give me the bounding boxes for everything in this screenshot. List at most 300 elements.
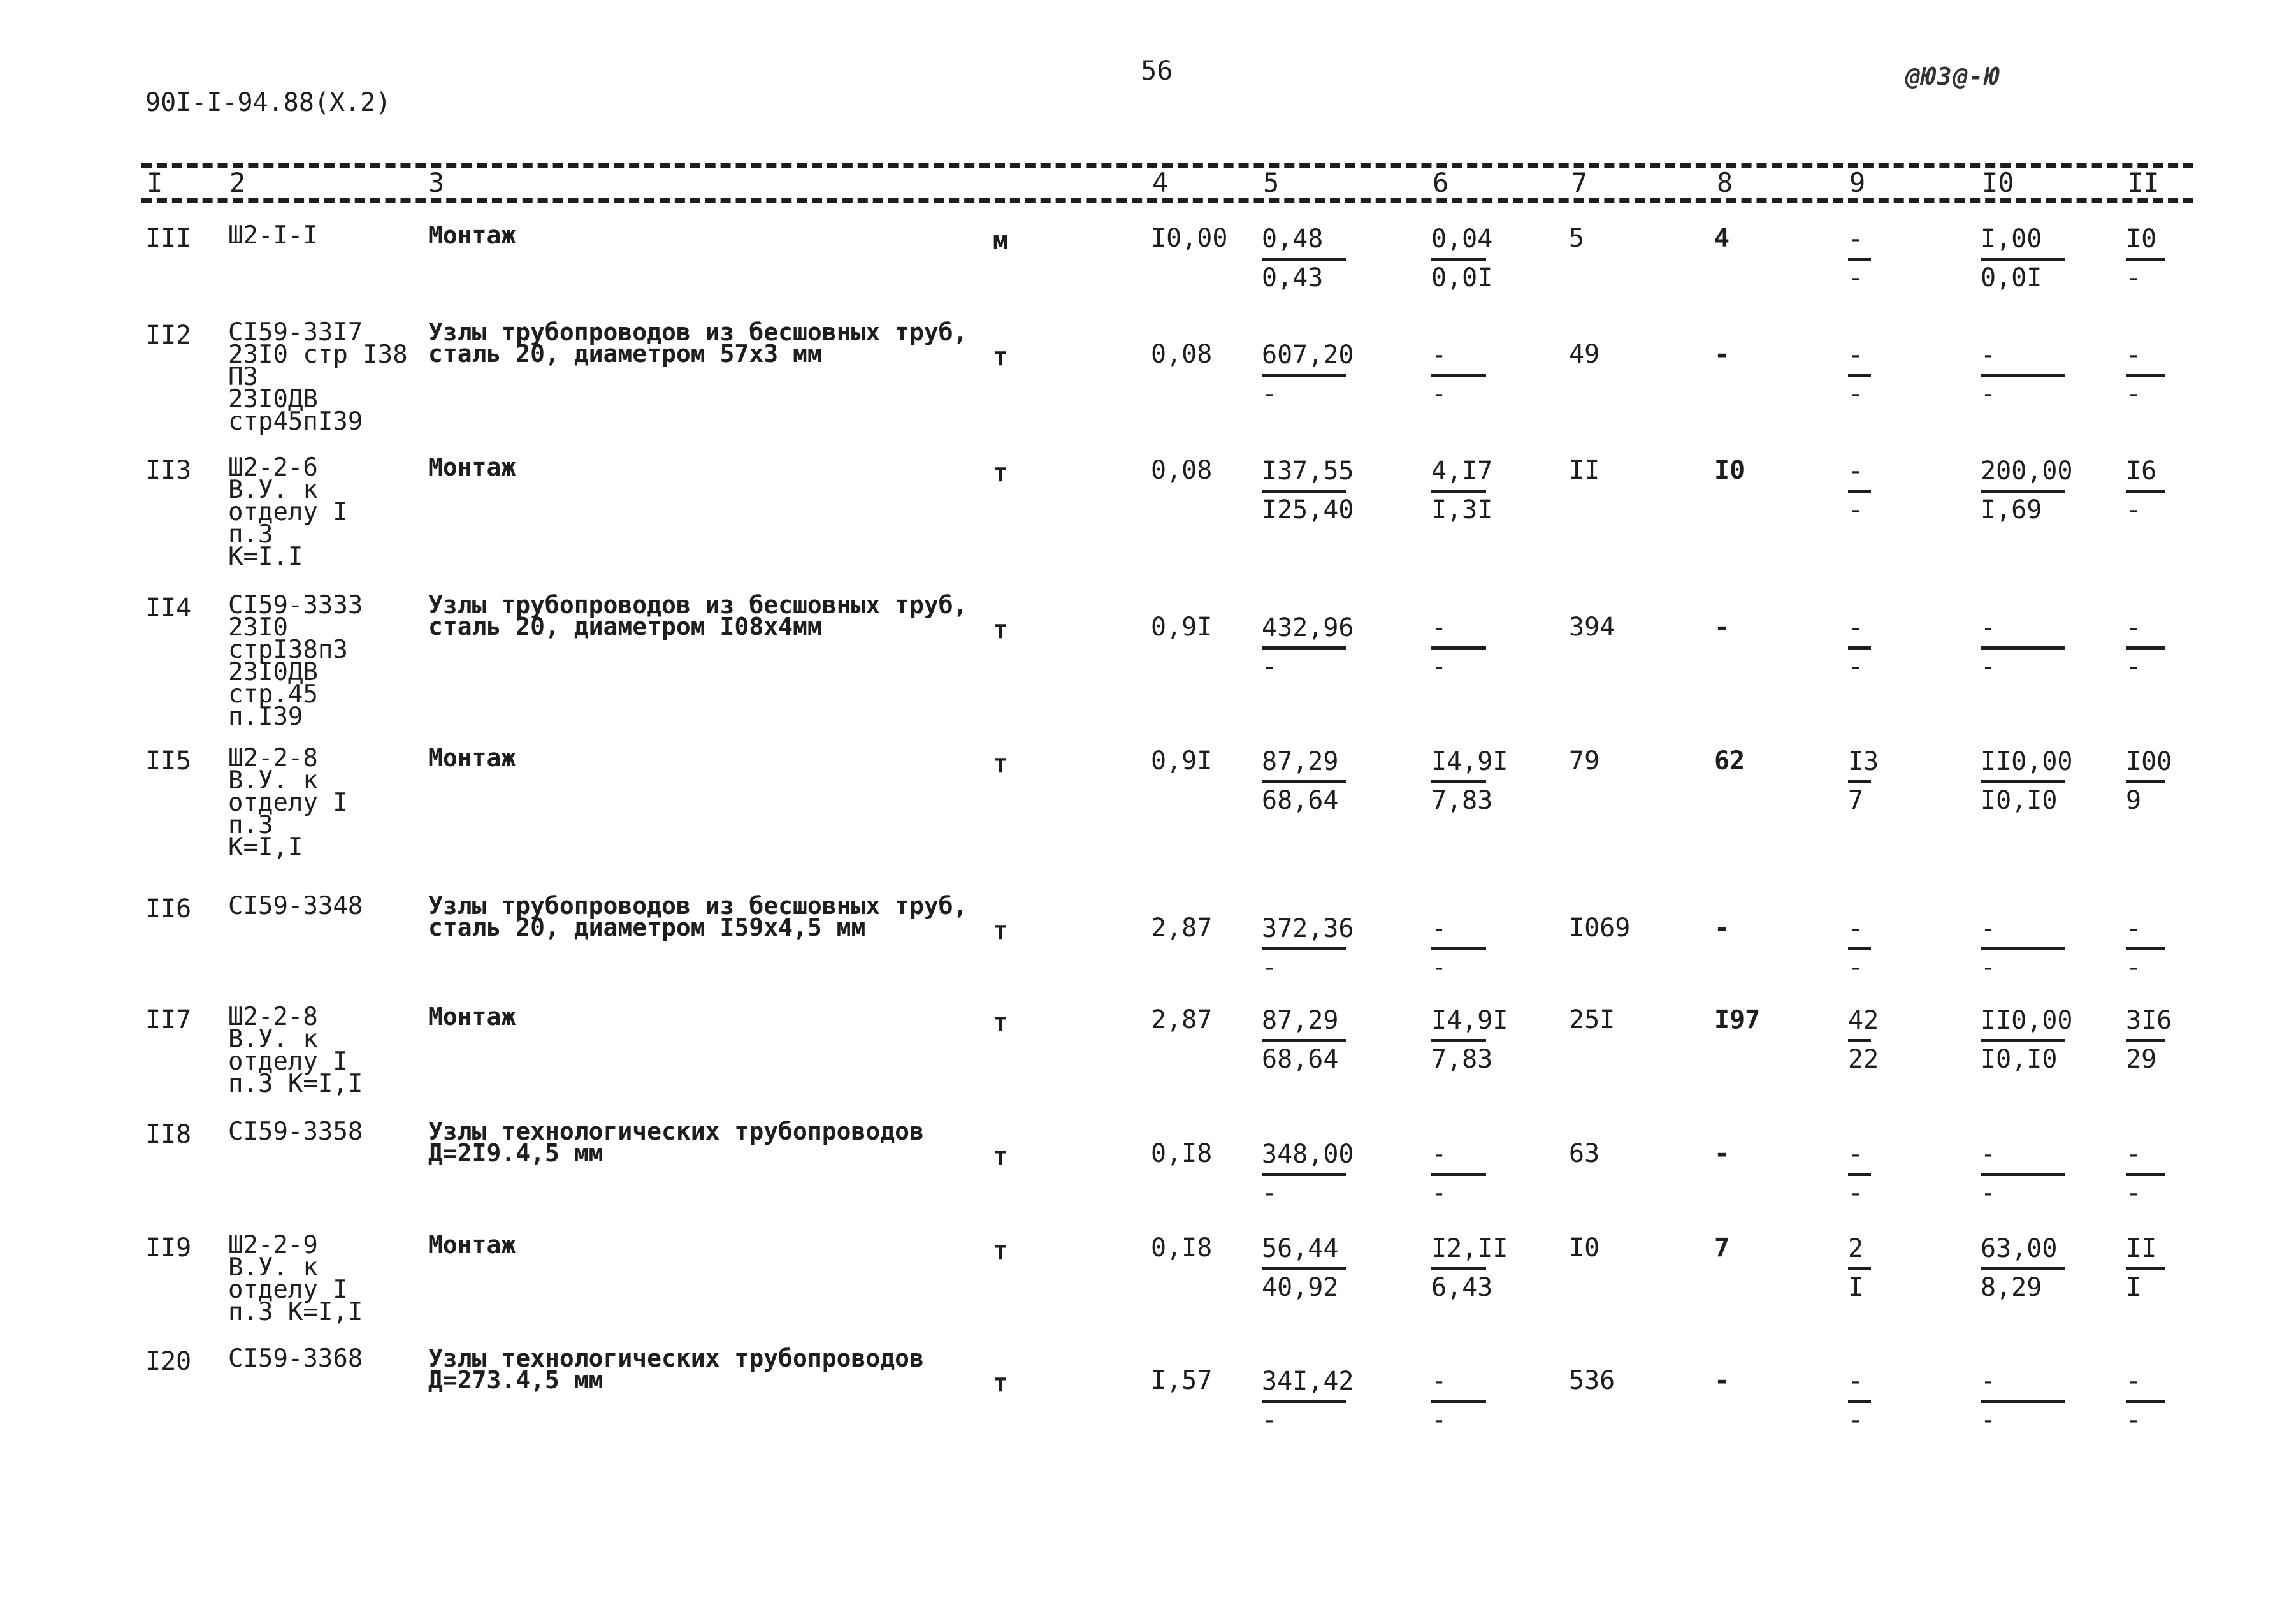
norm-code-line: отделу I — [228, 498, 348, 527]
labor-unit-fraction-bottom: 0,0I — [1981, 263, 2042, 293]
labor-unit-fraction-top: - — [1981, 1367, 1996, 1396]
machine-total-fraction — [1848, 1006, 1879, 1074]
labor-unit-fraction-bar — [1981, 1400, 2065, 1403]
row-number: II5 — [145, 746, 192, 776]
cost-unit-fraction — [1262, 1367, 1354, 1435]
header-bottom-rule — [141, 198, 2193, 203]
work-name-line: Узлы трубопроводов из бесшовных труб, — [428, 318, 968, 346]
norm-code-line: К=I.I — [228, 542, 303, 572]
norm-code — [228, 1231, 419, 1327]
cost-unit-fraction — [1262, 914, 1354, 982]
norm-code-line: Ш2-2-6 — [228, 453, 318, 482]
wage-unit-fraction-bottom: 7,83 — [1431, 1045, 1493, 1074]
wage-unit-fraction-bar — [1431, 258, 1486, 261]
labor-unit-fraction — [1981, 914, 2065, 982]
work-name-line: Монтаж — [428, 221, 516, 249]
labor-total-fraction-top: I6 — [2126, 456, 2157, 486]
total-cost: II — [1569, 456, 1600, 485]
wage-unit-fraction-bar — [1431, 947, 1486, 950]
cost-unit-fraction-top: 607,20 — [1262, 340, 1354, 370]
work-name-line: Монтаж — [428, 744, 516, 772]
labor-unit-fraction-bottom: - — [1981, 953, 1996, 982]
machine-total-fraction-bar — [1848, 947, 1871, 950]
cost-unit-fraction-bottom: 40,92 — [1262, 1273, 1339, 1302]
row-number: II4 — [145, 593, 192, 623]
machine-total-fraction-top: - — [1848, 914, 1864, 943]
column-header-11: II — [2127, 167, 2160, 198]
machine-total-fraction-top: - — [1848, 340, 1864, 370]
labor-unit-fraction-top: II0,00 — [1981, 1006, 2073, 1035]
wage-unit-fraction-top: - — [1431, 914, 1447, 943]
wage-unit-fraction-top: - — [1431, 1140, 1447, 1169]
norm-code-line: 23I0 стр I38 — [228, 340, 408, 370]
cost-unit-fraction-bottom: I25,40 — [1262, 495, 1354, 525]
machine-total-fraction — [1848, 914, 1871, 982]
wage-unit-fraction-bar — [1431, 1267, 1486, 1270]
norm-code-line: Ш2-2-9 — [228, 1231, 318, 1260]
work-name-line: Монтаж — [428, 1003, 516, 1031]
labor-total-fraction — [2126, 456, 2165, 525]
wage-unit-fraction-bar — [1431, 490, 1486, 493]
wage-unit-fraction — [1431, 1367, 1486, 1435]
wage-unit-fraction-bottom: I,3I — [1431, 495, 1493, 525]
labor-unit-fraction-bottom: - — [1981, 379, 1996, 409]
machine-total-fraction-bottom: - — [1848, 953, 1864, 982]
quantity: 0,9I — [1151, 746, 1213, 776]
work-name-line: сталь 20, диаметром I59х4,5 мм — [428, 913, 866, 942]
labor-unit-fraction-bottom: I0,I0 — [1981, 786, 2058, 815]
column-header-4: 4 — [1152, 167, 1169, 198]
column-header-2: 2 — [229, 167, 246, 198]
total-cost: 79 — [1569, 746, 1600, 776]
norm-code — [228, 591, 419, 732]
norm-code — [228, 892, 419, 920]
machine-total-fraction-bottom: - — [1848, 263, 1864, 293]
cost-unit-fraction-bottom: 0,43 — [1262, 263, 1324, 293]
total-cost: I0 — [1569, 1233, 1600, 1263]
labor-unit-fraction — [1981, 340, 2065, 409]
labor-total-fraction — [2126, 1140, 2165, 1208]
labor-unit-fraction — [1981, 747, 2073, 815]
wage-unit-fraction-top: - — [1431, 613, 1447, 643]
cost-unit-fraction-bar — [1262, 1173, 1346, 1176]
labor-unit-fraction — [1981, 613, 2065, 681]
labor-total-fraction — [2126, 914, 2165, 982]
labor-total-fraction — [2126, 1367, 2165, 1435]
work-name — [428, 318, 976, 368]
machine-total-fraction-bar — [1848, 1267, 1871, 1270]
total-wage: - — [1714, 913, 1730, 943]
labor-total-fraction-bottom: - — [2126, 263, 2142, 293]
norm-code-line: К=I,I — [228, 833, 303, 862]
wage-unit-fraction-bottom: 7,83 — [1431, 786, 1493, 815]
labor-total-fraction-bottom: - — [2126, 1179, 2142, 1208]
labor-total-fraction — [2126, 1006, 2172, 1074]
quantity: 0,9I — [1151, 613, 1213, 642]
total-cost: 49 — [1569, 340, 1600, 369]
labor-unit-fraction-bottom: I0,I0 — [1981, 1045, 2058, 1074]
cost-unit-fraction-bar — [1262, 258, 1346, 261]
quantity: 0,I8 — [1151, 1139, 1213, 1168]
wage-unit-fraction-bar — [1431, 374, 1486, 377]
labor-total-fraction-bar — [2126, 490, 2165, 493]
work-name — [428, 453, 976, 481]
row-number: II9 — [145, 1233, 192, 1263]
norm-code-line: CI59-3358 — [228, 1117, 363, 1146]
wage-unit-fraction-top: 4,I7 — [1431, 456, 1493, 486]
wage-unit-fraction-top: I4,9I — [1431, 747, 1508, 776]
labor-total-fraction-top: I0 — [2126, 224, 2157, 254]
labor-unit-fraction — [1981, 1234, 2065, 1302]
wage-unit-fraction — [1431, 224, 1493, 293]
wage-unit-fraction-top: - — [1431, 340, 1447, 370]
norm-code-line: CI59-33I7 — [228, 318, 363, 347]
norm-code-line: В.У. к — [228, 1025, 318, 1054]
unit-of-measure: т — [993, 615, 1009, 644]
page-number: 56 — [1141, 55, 1173, 86]
machine-total-fraction — [1848, 340, 1871, 409]
cost-unit-fraction-bar — [1262, 947, 1346, 950]
norm-code — [228, 221, 419, 250]
labor-total-fraction-top: - — [2126, 340, 2142, 370]
norm-code-line: В.У. к — [228, 1253, 318, 1282]
norm-code — [228, 744, 419, 862]
machine-total-fraction-bar — [1848, 646, 1871, 650]
machine-total-fraction-top: 42 — [1848, 1006, 1879, 1035]
norm-code — [228, 1344, 419, 1373]
row-number: II6 — [145, 894, 192, 924]
norm-code-line: стрI38п3 — [228, 635, 348, 665]
unit-of-measure: т — [993, 342, 1009, 372]
wage-unit-fraction-bottom: 0,0I — [1431, 263, 1493, 293]
work-name — [428, 1231, 976, 1259]
total-wage: - — [1714, 1139, 1730, 1168]
labor-total-fraction-bottom: - — [2126, 652, 2142, 681]
total-wage: I0 — [1714, 456, 1745, 485]
quantity: 2,87 — [1151, 913, 1213, 943]
labor-unit-fraction-bar — [1981, 1173, 2065, 1176]
row-number: II2 — [145, 321, 192, 350]
cost-unit-fraction-bottom: 68,64 — [1262, 786, 1339, 815]
wage-unit-fraction-bottom: - — [1431, 652, 1447, 681]
labor-unit-fraction-bottom: - — [1981, 1405, 1996, 1435]
labor-total-fraction-top: - — [2126, 613, 2142, 643]
labor-unit-fraction — [1981, 1006, 2073, 1074]
labor-total-fraction-bottom: I — [2126, 1273, 2142, 1302]
cost-unit-fraction-bar — [1262, 646, 1346, 650]
wage-unit-fraction-bar — [1431, 1173, 1486, 1176]
document-code: 90I-I-94.88(X.2) — [145, 88, 391, 117]
norm-code-line: п.I39 — [228, 702, 303, 732]
work-name-line: Узлы технологических трубопроводов — [428, 1344, 924, 1372]
stamp-mark: @ЮЗ@-Ю — [1905, 62, 2001, 91]
work-name-line: Узлы трубопроводов из бесшовных труб, — [428, 591, 968, 619]
machine-total-fraction-bar — [1848, 1173, 1871, 1176]
machine-total-fraction-bottom: - — [1848, 1405, 1864, 1435]
work-name — [428, 221, 976, 249]
labor-total-fraction — [2126, 224, 2165, 293]
cost-unit-fraction-bar — [1262, 1400, 1346, 1403]
labor-unit-fraction-bar — [1981, 490, 2065, 493]
wage-unit-fraction-bottom: - — [1431, 379, 1447, 409]
total-cost: 5 — [1569, 224, 1585, 253]
labor-unit-fraction — [1981, 1367, 2065, 1435]
norm-code-line: CI59-3368 — [228, 1344, 363, 1373]
norm-code-line: стр45пI39 — [228, 407, 363, 437]
work-name — [428, 892, 976, 942]
column-header-3: 3 — [428, 167, 445, 198]
cost-unit-fraction — [1262, 1006, 1346, 1074]
machine-total-fraction-bar — [1848, 258, 1871, 261]
unit-of-measure: т — [993, 1008, 1009, 1037]
norm-code-line: п.3 — [228, 811, 273, 840]
machine-total-fraction — [1848, 456, 1871, 525]
work-name — [428, 744, 976, 772]
machine-total-fraction-bar — [1848, 1400, 1871, 1403]
wage-unit-fraction — [1431, 1234, 1508, 1302]
labor-total-fraction-top: - — [2126, 914, 2142, 943]
labor-total-fraction-top: - — [2126, 1140, 2142, 1169]
machine-total-fraction-top: 2 — [1848, 1234, 1864, 1263]
unit-of-measure: т — [993, 1369, 1009, 1398]
labor-unit-fraction-top: - — [1981, 340, 1996, 370]
labor-unit-fraction — [1981, 456, 2073, 525]
total-cost: 63 — [1569, 1139, 1600, 1168]
column-header-7: 7 — [1571, 167, 1588, 198]
machine-total-fraction — [1848, 747, 1879, 815]
labor-total-fraction-top: - — [2126, 1367, 2142, 1396]
wage-unit-fraction — [1431, 1006, 1508, 1074]
norm-code-line: 23I0ДВ — [228, 658, 318, 687]
wage-unit-fraction — [1431, 1140, 1486, 1208]
machine-total-fraction-bar — [1848, 490, 1871, 493]
total-wage: 7 — [1714, 1233, 1730, 1263]
labor-total-fraction-bar — [2126, 1267, 2165, 1270]
labor-unit-fraction-top: - — [1981, 613, 1996, 643]
labor-total-fraction-bar — [2126, 780, 2165, 783]
cost-unit-fraction-top: 87,29 — [1262, 747, 1339, 776]
machine-total-fraction-bottom: I — [1848, 1273, 1864, 1302]
machine-total-fraction-bottom: 7 — [1848, 786, 1864, 815]
column-header-5: 5 — [1263, 167, 1280, 198]
unit-of-measure: т — [993, 1236, 1009, 1265]
wage-unit-fraction-bar — [1431, 780, 1486, 783]
cost-unit-fraction-bar — [1262, 780, 1346, 783]
total-wage: - — [1714, 340, 1730, 369]
labor-unit-fraction-bar — [1981, 258, 2065, 261]
machine-total-fraction-top: - — [1848, 456, 1864, 486]
cost-unit-fraction-bar — [1262, 1267, 1346, 1270]
labor-unit-fraction-bottom: - — [1981, 1179, 1996, 1208]
labor-total-fraction — [2126, 1234, 2165, 1302]
row-number: II7 — [145, 1005, 192, 1035]
labor-unit-fraction — [1981, 224, 2065, 293]
cost-unit-fraction — [1262, 340, 1354, 409]
labor-total-fraction-bottom: - — [2126, 953, 2142, 982]
labor-total-fraction-bar — [2126, 1400, 2165, 1403]
norm-code-line: отделу I — [228, 1047, 348, 1077]
machine-total-fraction-bottom: - — [1848, 652, 1864, 681]
norm-code-line: CI59-3333 — [228, 591, 363, 620]
labor-unit-fraction-top: II0,00 — [1981, 747, 2073, 776]
work-name-line: Монтаж — [428, 453, 516, 481]
labor-total-fraction-bottom: 29 — [2126, 1045, 2157, 1074]
norm-code-line: Ш2-2-8 — [228, 1003, 318, 1031]
wage-unit-fraction-bottom: - — [1431, 1179, 1447, 1208]
work-name-line: Д=2I9.4,5 мм — [428, 1139, 603, 1168]
norm-code-line: стр.45 — [228, 680, 318, 709]
labor-unit-fraction-top: I,00 — [1981, 224, 2042, 254]
machine-total-fraction-top: I3 — [1848, 747, 1879, 776]
norm-code-line: П3 — [228, 363, 258, 392]
work-name-line: сталь 20, диаметром I08х4мм — [428, 613, 822, 641]
cost-unit-fraction-bar — [1262, 1039, 1346, 1042]
total-cost: I069 — [1569, 913, 1631, 943]
norm-code-line: В.У. к — [228, 476, 318, 505]
labor-unit-fraction-bar — [1981, 780, 2065, 783]
wage-unit-fraction — [1431, 914, 1486, 982]
work-name-line: Д=273.4,5 мм — [428, 1366, 603, 1395]
wage-unit-fraction-bar — [1431, 1039, 1486, 1042]
norm-code-line: Ш2-I-I — [228, 221, 318, 250]
total-wage: 4 — [1714, 224, 1730, 253]
row-number: II8 — [145, 1120, 192, 1149]
labor-total-fraction-bar — [2126, 1173, 2165, 1176]
labor-unit-fraction — [1981, 1140, 2065, 1208]
cost-unit-fraction-bottom: - — [1262, 1179, 1278, 1208]
wage-unit-fraction-bottom: 6,43 — [1431, 1273, 1493, 1302]
total-cost: 25I — [1569, 1005, 1615, 1035]
machine-total-fraction-bottom: 22 — [1848, 1045, 1879, 1074]
quantity: 0,I8 — [1151, 1233, 1213, 1263]
norm-code-line: п.3 К=I,I — [228, 1070, 363, 1099]
wage-unit-fraction — [1431, 340, 1486, 409]
cost-unit-fraction-top: 372,36 — [1262, 914, 1354, 943]
work-name — [428, 1117, 976, 1168]
wage-unit-fraction-bar — [1431, 1400, 1486, 1403]
norm-code-line: отделу I — [228, 1275, 348, 1305]
wage-unit-fraction — [1431, 613, 1486, 681]
work-name — [428, 1344, 976, 1395]
cost-unit-fraction-bottom: - — [1262, 1405, 1278, 1435]
labor-unit-fraction-bottom: I,69 — [1981, 495, 2042, 525]
norm-code-line: п.3 — [228, 520, 273, 549]
labor-unit-fraction-bar — [1981, 947, 2065, 950]
column-header-6: 6 — [1433, 167, 1449, 198]
labor-unit-fraction-top: - — [1981, 1140, 1996, 1169]
machine-total-fraction — [1848, 224, 1871, 293]
labor-total-fraction-bottom: - — [2126, 1405, 2142, 1435]
wage-unit-fraction — [1431, 456, 1493, 525]
labor-unit-fraction-bottom: - — [1981, 652, 1996, 681]
machine-total-fraction-bottom: - — [1848, 1179, 1864, 1208]
work-name-line: Узлы трубопроводов из бесшовных труб, — [428, 892, 968, 920]
cost-unit-fraction — [1262, 1140, 1354, 1208]
machine-total-fraction-bar — [1848, 374, 1871, 377]
cost-unit-fraction — [1262, 747, 1346, 815]
cost-unit-fraction-top: 0,48 — [1262, 224, 1324, 254]
labor-unit-fraction-top: 63,00 — [1981, 1234, 2058, 1263]
wage-unit-fraction-bottom: - — [1431, 953, 1447, 982]
labor-total-fraction-bar — [2126, 646, 2165, 650]
quantity: I0,00 — [1151, 224, 1228, 253]
cost-unit-fraction — [1262, 224, 1346, 293]
wage-unit-fraction-top: - — [1431, 1367, 1447, 1396]
total-wage: - — [1714, 613, 1730, 642]
wage-unit-fraction — [1431, 747, 1508, 815]
labor-total-fraction-bottom: 9 — [2126, 786, 2142, 815]
machine-total-fraction-bottom: - — [1848, 495, 1864, 525]
cost-unit-fraction-top: 432,96 — [1262, 613, 1354, 643]
norm-code — [228, 318, 419, 437]
norm-code-line: 23I0ДВ — [228, 385, 318, 414]
norm-code-line: В.У. к — [228, 766, 318, 795]
cost-unit-fraction-top: 56,44 — [1262, 1234, 1339, 1263]
unit-of-measure: т — [993, 458, 1009, 488]
labor-total-fraction — [2126, 747, 2172, 815]
work-name-line: Монтаж — [428, 1231, 516, 1259]
labor-total-fraction-bar — [2126, 1039, 2165, 1042]
machine-total-fraction — [1848, 613, 1871, 681]
machine-total-fraction-top: - — [1848, 613, 1864, 643]
machine-total-fraction-bar — [1848, 1039, 1871, 1042]
total-wage: I97 — [1714, 1005, 1761, 1035]
cost-unit-fraction-bar — [1262, 374, 1346, 377]
wage-unit-fraction-bottom: - — [1431, 1405, 1447, 1435]
labor-total-fraction-bottom: - — [2126, 495, 2142, 525]
norm-code-line: CI59-3348 — [228, 892, 363, 920]
quantity: 0,08 — [1151, 456, 1213, 485]
total-wage: 62 — [1714, 746, 1745, 776]
machine-total-fraction-top: - — [1848, 224, 1864, 254]
cost-unit-fraction-bottom: - — [1262, 652, 1278, 681]
labor-unit-fraction-bar — [1981, 1267, 2065, 1270]
column-header-10: I0 — [1982, 167, 2014, 198]
unit-of-measure: т — [993, 1142, 1009, 1171]
norm-code — [228, 1003, 419, 1099]
labor-total-fraction-top: I00 — [2126, 747, 2172, 776]
labor-total-fraction-top: 3I6 — [2126, 1006, 2172, 1035]
machine-total-fraction-bottom: - — [1848, 379, 1864, 409]
labor-total-fraction-top: II — [2126, 1234, 2157, 1263]
machine-total-fraction — [1848, 1234, 1871, 1302]
quantity: 2,87 — [1151, 1005, 1213, 1035]
wage-unit-fraction-top: I2,II — [1431, 1234, 1508, 1263]
norm-code-line: отделу I — [228, 788, 348, 818]
machine-total-fraction — [1848, 1367, 1871, 1435]
norm-code — [228, 453, 419, 572]
labor-total-fraction-bar — [2126, 374, 2165, 377]
labor-total-fraction-bar — [2126, 258, 2165, 261]
row-number: II3 — [145, 456, 192, 485]
labor-unit-fraction-top: - — [1981, 914, 1996, 943]
norm-code-line: Ш2-2-8 — [228, 744, 318, 773]
column-header-1: I — [147, 167, 163, 198]
machine-total-fraction — [1848, 1140, 1871, 1208]
total-cost: 536 — [1569, 1366, 1615, 1395]
total-wage: - — [1714, 1366, 1730, 1395]
labor-unit-fraction-bar — [1981, 646, 2065, 650]
quantity: 0,08 — [1151, 340, 1213, 369]
labor-unit-fraction-bottom: 8,29 — [1981, 1273, 2042, 1302]
cost-unit-fraction-top: 34I,42 — [1262, 1367, 1354, 1396]
cost-unit-fraction-bottom: - — [1262, 953, 1278, 982]
wage-unit-fraction-bar — [1431, 646, 1486, 650]
norm-code-line: п.3 К=I,I — [228, 1298, 363, 1327]
work-name-line: сталь 20, диаметром 57х3 мм — [428, 340, 822, 368]
cost-unit-fraction — [1262, 613, 1354, 681]
wage-unit-fraction-top: 0,04 — [1431, 224, 1493, 254]
